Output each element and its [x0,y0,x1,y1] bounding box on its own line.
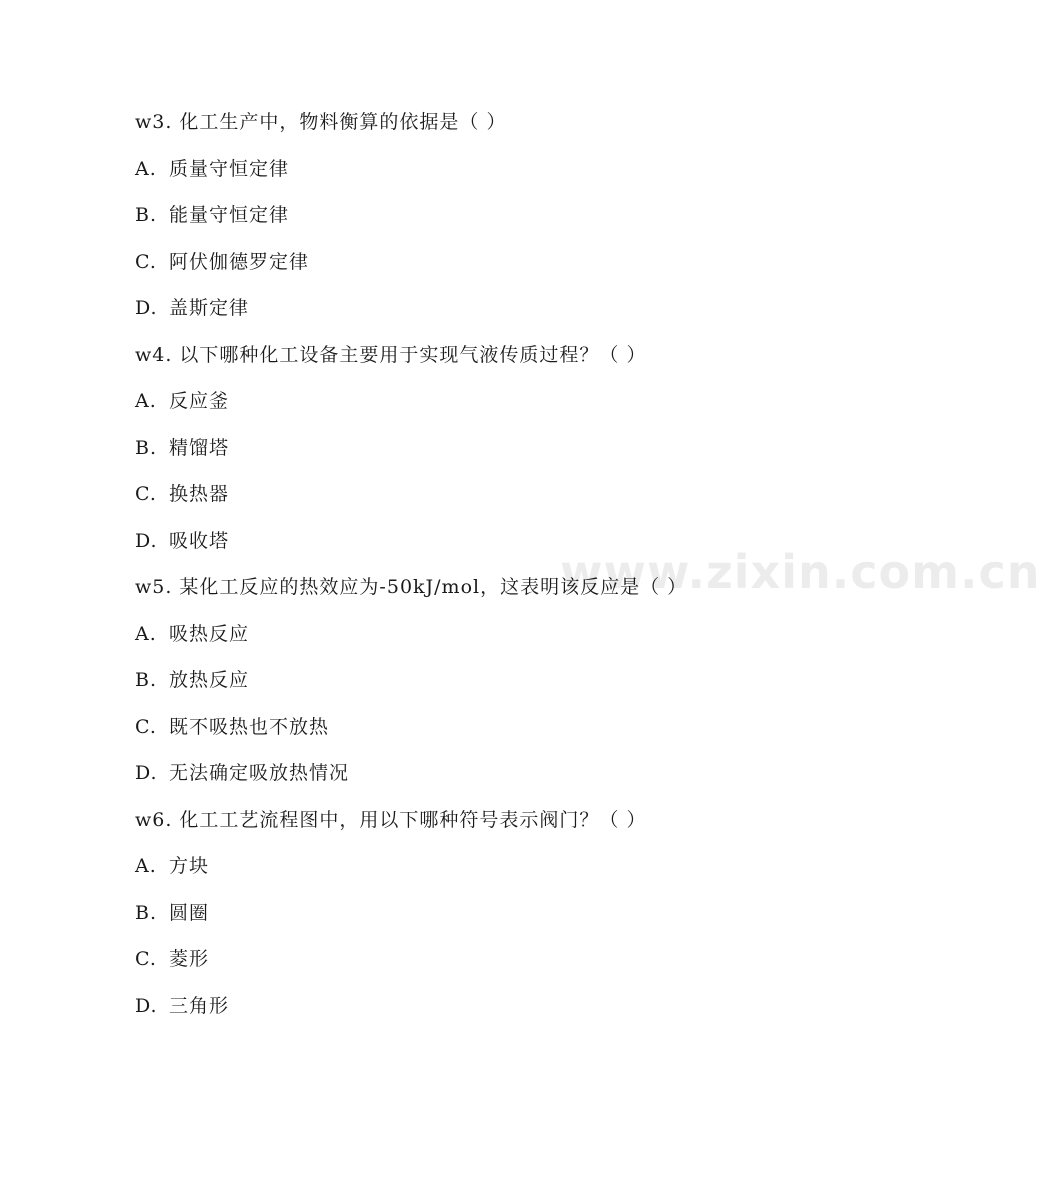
answer-option [135,711,875,758]
option-letter: C. [135,250,157,273]
watermark: www.zixin.com.cn [560,545,1041,599]
option-letter: C. [135,948,157,970]
answer-option [135,850,875,897]
option-text: 反应釜 [169,390,230,412]
option-letter: A. [135,390,157,412]
option-letter: D. [135,297,158,319]
option-text: 精馏塔 [169,436,230,459]
option-letter: D. [135,529,158,552]
answer-option [135,664,875,711]
answer-option [135,153,875,200]
question-stem: w4. 以下哪种化工设备主要用于实现气液传质过程？（ ） [135,343,647,366]
option-letter: C. [135,483,157,505]
option-text: 既不吸热也不放热 [169,715,330,738]
answer-option [135,292,875,339]
answer-option [135,990,875,1037]
option-letter: A. [135,855,157,877]
answer-option [135,199,875,246]
option-text: 三角形 [169,994,230,1017]
option-letter: C. [135,715,157,738]
answer-option [135,385,875,432]
option-text: 换热器 [169,483,230,505]
option-text: 吸热反应 [169,622,250,645]
option-letter: B. [135,901,158,924]
option-letter: B. [135,436,158,459]
option-text: 圆圈 [169,901,210,924]
question-stem: w5. 某化工反应的热效应为-50kJ/mol，这表明该反应是（ ） [135,576,688,598]
answer-option [135,757,875,804]
option-text: 盖斯定律 [169,297,250,319]
option-letter: D. [135,762,158,784]
answer-option [135,618,875,665]
option-text: 能量守恒定律 [169,204,290,226]
answer-option [135,943,875,990]
option-text: 吸收塔 [169,529,230,552]
question-stem: w6. 化工工艺流程图中，用以下哪种符号表示阀门？（ ） [135,808,647,831]
option-text: 阿伏伽德罗定律 [169,250,310,273]
option-text: 菱形 [169,948,210,970]
answer-option [135,246,875,293]
answer-option [135,478,875,525]
question-stem: w3. 化工生产中，物料衡算的依据是（ ） [135,111,507,133]
option-text: 无法确定吸放热情况 [169,762,350,784]
option-letter: A. [135,622,157,645]
option-letter: A. [135,157,157,180]
option-letter: B. [135,669,158,691]
answer-option [135,432,875,479]
answer-option [135,897,875,944]
question-list [135,106,875,1036]
option-text: 方块 [169,855,210,877]
option-letter: B. [135,204,158,226]
option-text: 质量守恒定律 [169,157,290,180]
option-letter: D. [135,994,158,1017]
option-text: 放热反应 [169,669,250,691]
answer-option [135,525,875,572]
